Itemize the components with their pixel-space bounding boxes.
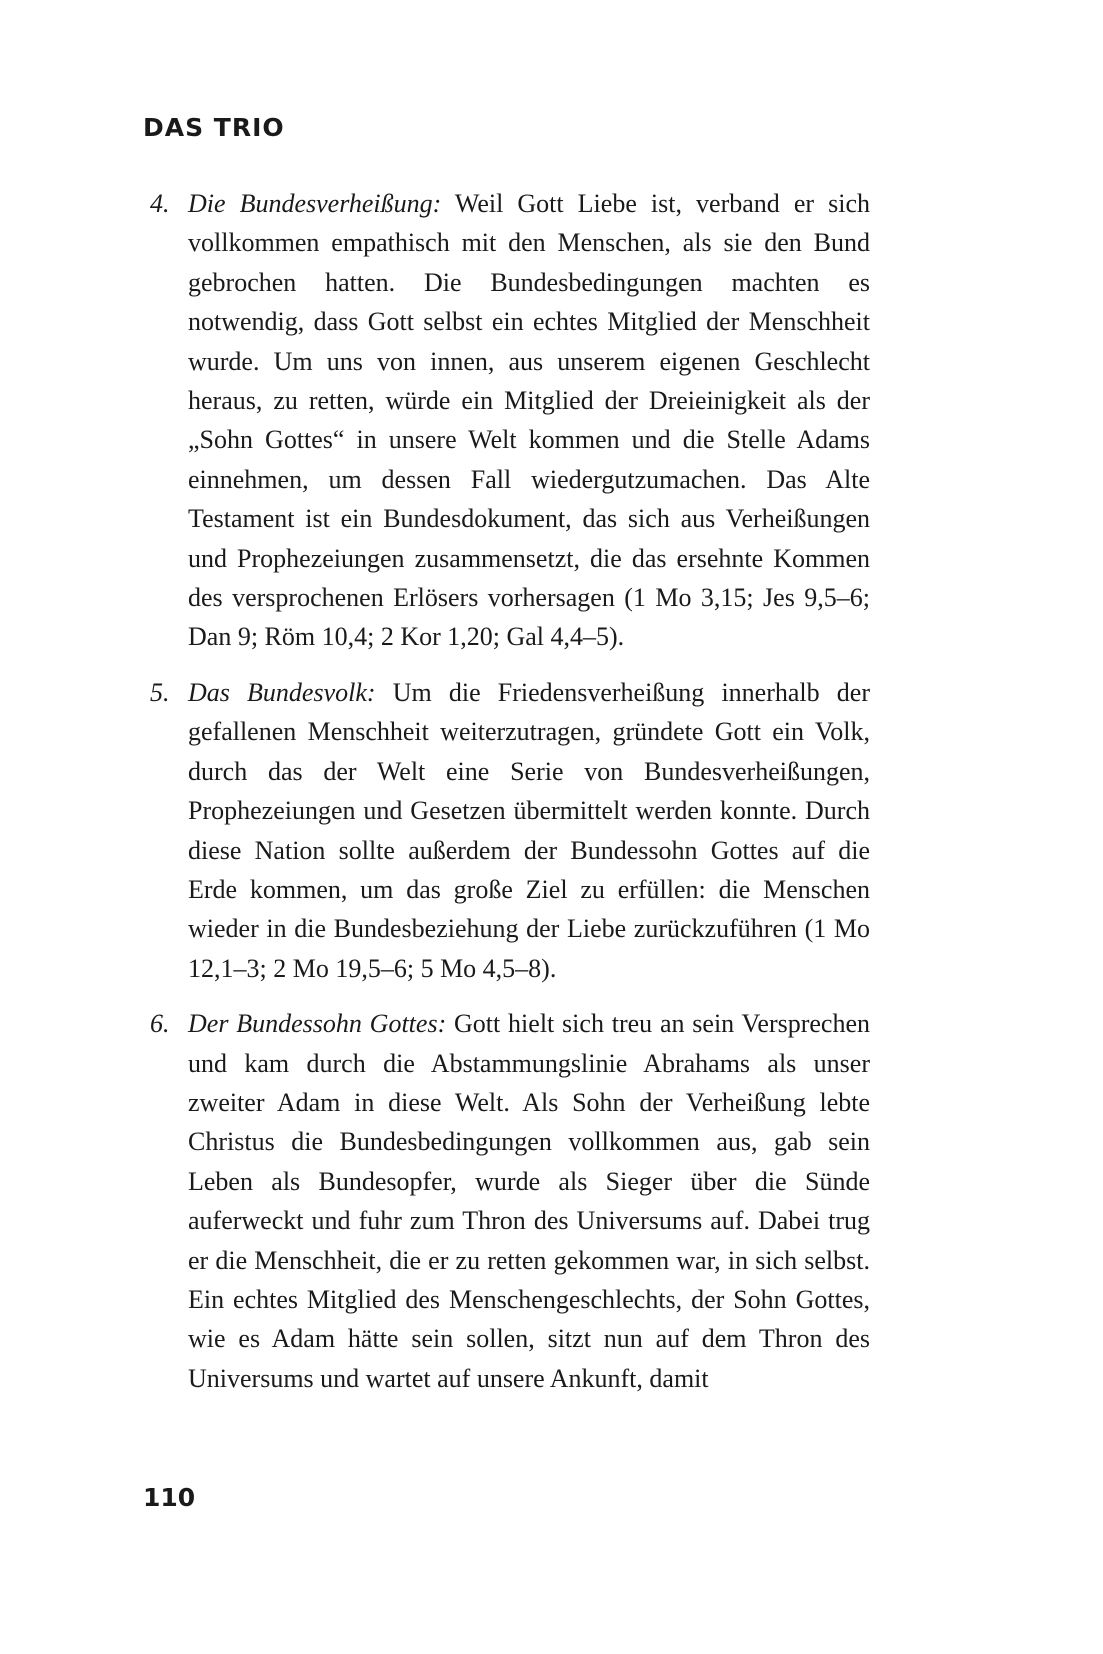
list-item-text: Um die Friedensverheißung innerhalb der gefallenen Menschheit weiterzutragen, gründete Gott ein Volk, durch das der Welt eine Serie von Bundesverheißungen, Prophezeiungen und Gesetzen übermittelt werden konnte. Durch diese Nation sollte außerdem der Bundessohn Gottes auf die Erde kommen, um das große Ziel zu erfüllen: die Menschen wieder in die Bundesbeziehung der Liebe zurückzuführen (1 Mo 12,1–3; 2 Mo 19,5–6; 5 Mo 4,5–8). — [188, 677, 870, 983]
running-head-title: DAS TRIO — [143, 113, 285, 142]
list-item-text: Gott hielt sich treu an sein Versprechen und kam durch die Abstammungslinie Abrahams als unser zweiter Adam in diese Welt. Als Sohn der Verheißung lebte Christus die Bundesbedingungen vollkommen aus, gab sein Leben als Bundesopfer, wurde als Sieger über die Sünde auferweckt und fuhr zum Thron des Universums auf. Dabei trug er die Menschheit, die er zu retten gekommen war, in sich selbst. Ein echtes Mitglied des Menschengeschlechts, der Sohn Gottes, wie es Adam hätte sein sollen, sitzt nun auf dem Thron des Universums und wartet auf unsere Ankunft, damit — [188, 1009, 870, 1393]
list-item-bundessohn — [150, 1004, 870, 1398]
list-item-bundesvolk — [150, 673, 870, 988]
page-body — [150, 184, 870, 1414]
list-item-number: 4. — [150, 189, 170, 218]
list-item-term: Der Bundessohn Gottes: — [188, 1009, 447, 1039]
list-item-number: 5. — [150, 677, 170, 707]
page-number: 110 — [143, 1483, 196, 1512]
list-item-term: Die Bundesverheißung: — [188, 189, 442, 218]
list-item-number: 6. — [150, 1009, 170, 1039]
list-item-text: Weil Gott Liebe ist, verband er sich vollkommen empathisch mit den Menschen, als sie den Bund gebrochen hatten. Die Bundesbedingungen machten es notwendig, dass Gott selbst ein echtes Mitglied der Menschheit wurde. Um uns von innen, aus unserem eigenen Geschlecht heraus, zu retten, würde ein Mitglied der Dreieinigkeit als der „Sohn Gottes“ in unsere Welt kommen und die Stelle Adams einnehmen, um dessen Fall wiedergutzumachen. Das Alte Testament ist ein Bundesdokument, das sich aus Verheißungen und Prophezeiungen zusammensetzt, die das ersehnte Kommen des versprochenen Erlösers vorhersagen (1 Mo 3,15; Jes 9,5–6; Dan 9; Röm 10,4; 2 Kor 1,20; Gal 4,4–5). — [188, 189, 870, 652]
list-item-term: Das Bundesvolk: — [188, 677, 376, 707]
list-item-bundesverheissung — [150, 184, 870, 657]
